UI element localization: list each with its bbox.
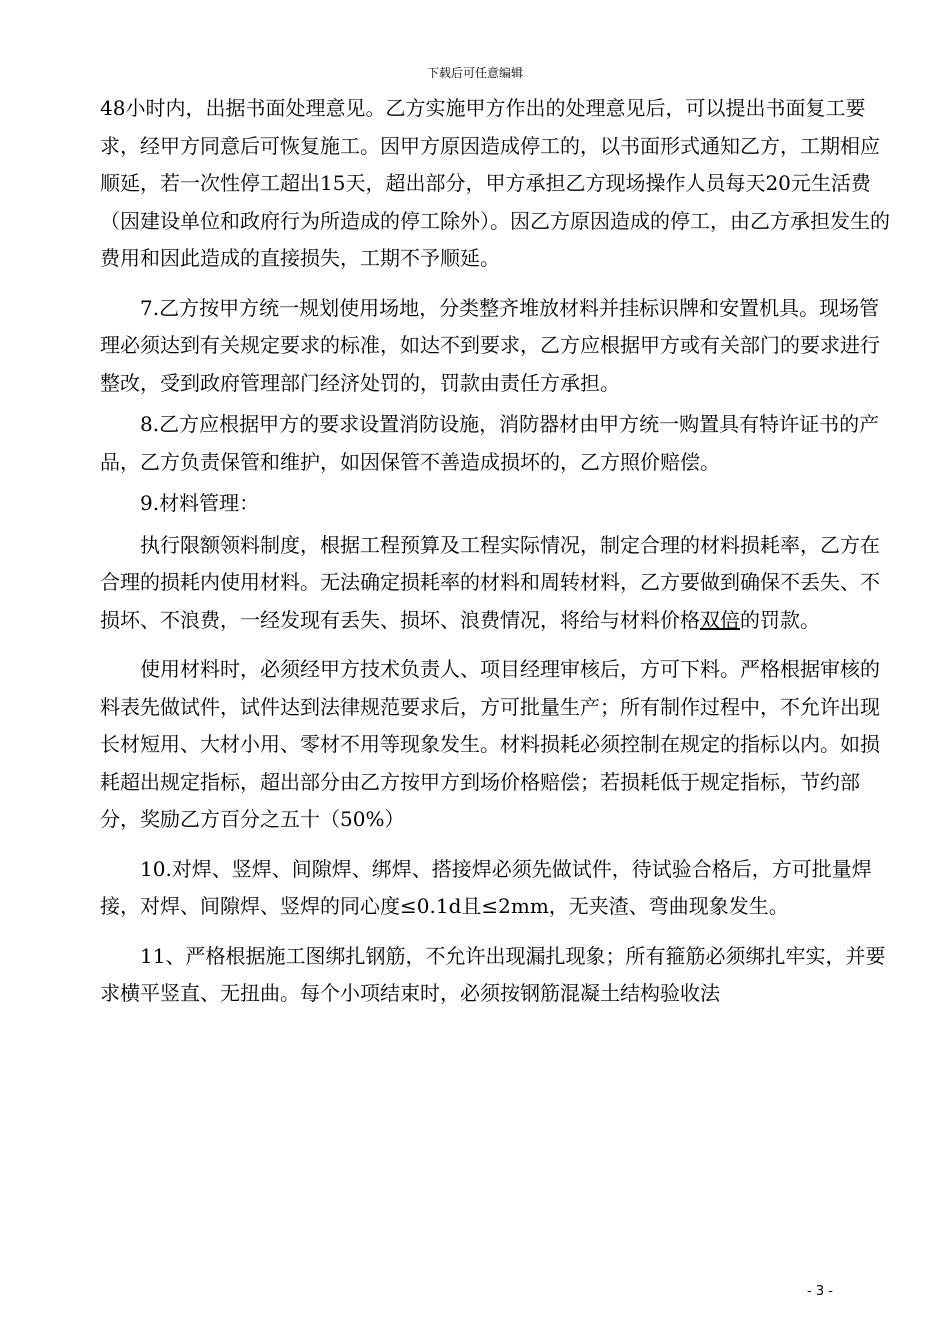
double-penalty-underlined: 双倍	[700, 607, 740, 632]
paragraph-work-stoppage: 48小时内，出据书面处理意见。乙方实施甲方作出的处理意见后，可以提出书面复工要求，经甲方同意后可恢复施工。因甲方原因造成停工的，以书面形式通知乙方，工期相应顺延，若一次性停工超出15天，超出部分，甲方承担乙方现场操作人员每天20元生活费（因建设单位和政府行为所造成的停工除外）。因乙方原因造成的停工，由乙方承担发生的费用和因此造成的直接损失，工期不予顺延。	[100, 96, 890, 270]
paragraph-material-management-heading: 9.材料管理：	[140, 491, 260, 515]
paragraph-fire-protection: 8.乙方应根据甲方的要求设置消防设施，消防器材由甲方统一购置具有特许证书的产品，乙方负责保管和维护，如因保管不善造成损坏的，乙方照价赔偿。	[100, 412, 880, 474]
paragraph-site-planning: 7.乙方按甲方统一规划使用场地，分类整齐堆放材料并挂标识牌和安置机具。现场管理必须达到有关规定要求的标准，如达不到要求，乙方应根据甲方或有关部门的要求进行整改，受到政府管理部门经济处罚的，罚款由责任方承担。	[100, 295, 880, 395]
page-number: - 3 -	[807, 1284, 833, 1299]
paragraph-material-quota	[100, 527, 890, 640]
paragraph-material-usage: 使用材料时，必须经甲方技术负责人、项目经理审核后，方可下料。严格根据审核的料表先做试件，试件达到法律规范要求后，方可批量生产；所有制作过程中，不允许出现长材短用、大材小用、零材不用等现象发生。材料损耗必须控制在规定的指标以内。如损耗超出规定指标，超出部分由乙方按甲方到场价格赔偿；若损耗低于规定指标，节约部分，奖励乙方百分之五十（50%）	[100, 657, 880, 831]
material-quota-text: 执行限额领料制度，根据工程预算及工程实际情况，制定合理的材料损耗率，乙方在合理的损耗内使用材料。无法确定损耗率的材料和周转材料，乙方要做到确保不丢失、不损坏、不浪费，一经发现有丢失、损坏、浪费情况，将给与材料价格	[100, 532, 880, 632]
document-body	[100, 90, 890, 1013]
paragraph-rebar-binding: 11、严格根据施工图绑扎钢筋，不允许出现漏扎现象；所有箍筋必须绑扎牢实，并要求横平竖直、无扭曲。每个小项结束时，必须按钢筋混凝土结构验收法	[100, 943, 886, 1005]
paragraph-welding: 10.对焊、竖焊、间隙焊、绑焊、搭接焊必须先做试件，待试验合格后，方可批量焊接，对焊、间隙焊、竖焊的同心度≤0.1d且≤2mm，无夹渣、弯曲现象发生。	[100, 856, 872, 918]
page-header: 下载后可任意编辑	[426, 66, 523, 80]
material-quota-text-end: 的罚款。	[740, 607, 820, 632]
